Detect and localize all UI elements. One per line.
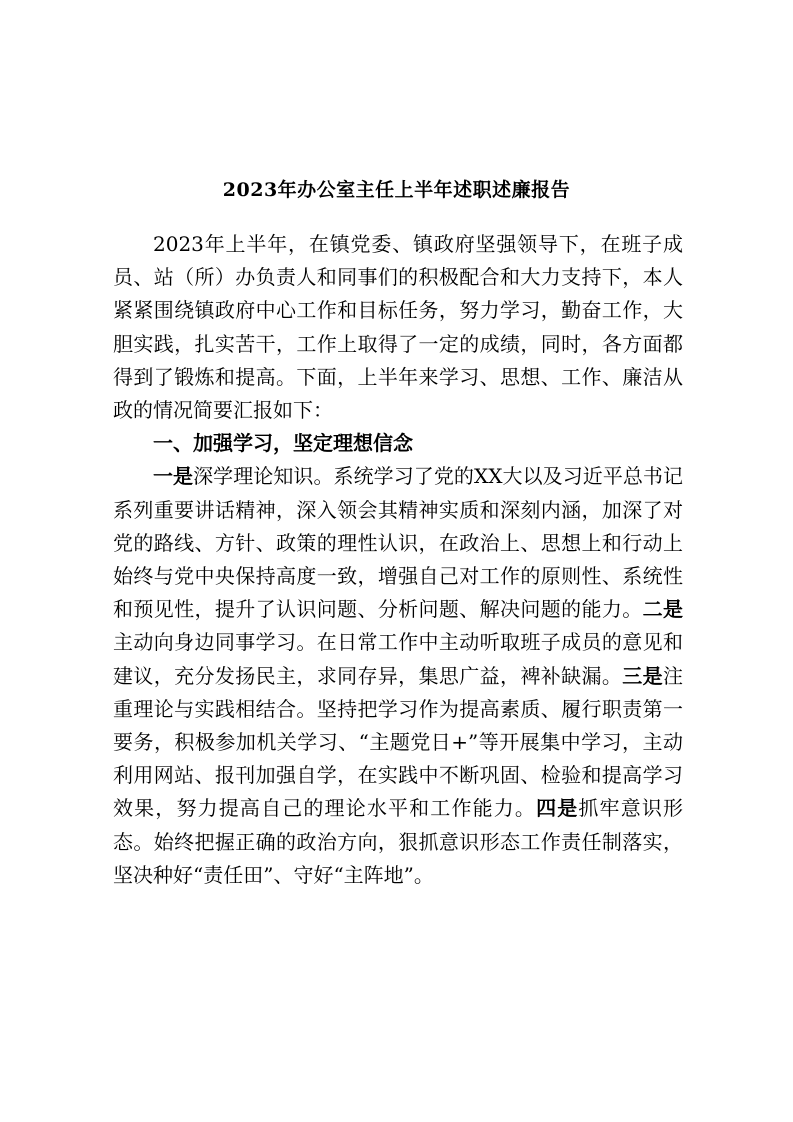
point-lead-1: 一是	[153, 464, 194, 489]
point-lead-2: 二是	[642, 597, 684, 622]
point-lead-3: 三是	[622, 663, 664, 688]
section-paragraph	[113, 460, 683, 892]
point-text-4: 抓牢意识形态。始终把握正确的政治方向，狠抓意识形态工作责任制落实，坚决种好“责任田”、守好“主阵地”。	[113, 796, 684, 887]
intro-paragraph: 2023年上半年，在镇党委、镇政府坚强领导下，在班子成员、站（所）办负责人和同事们的积极配合和大力支持下，本人紧紧围绕镇政府中心工作和目标任务，努力学习，勤奋工作，大胆实践，扎实苦干，工作上取得了一定的成绩，同时，各方面都得到了锻炼和提高。下面，上半年来学习、思想、工作、廉洁从政的情况简要汇报如下：	[113, 232, 683, 423]
document-title: 2023年办公室主任上半年述职述廉报告	[222, 179, 571, 201]
point-text-1: 深学理论知识。系统学习了党的XX大以及习近平总书记系列重要讲话精神，深入领会其精神实质和深刻内涵，加深了对党的路线、方针、政策的理性认识，在政治上、思想上和行动上始终与党中央保持高度一致，增强自己对工作的原则性、系统性和预见性，提升了认识问题、分析问题、解决问题的能力。	[113, 464, 683, 622]
point-text-3: 注重理论与实践相结合。坚持把学习作为提高素质、履行职责第一要务，积极参加机关学习、“主题党日+”等开展集中学习，主动利用网站、报刊加强自学，在实践中不断巩固、检验和提高学习效果，努力提高自己的理论水平和工作能力。	[113, 663, 684, 821]
document-body	[113, 228, 683, 892]
point-lead-4: 四是	[536, 796, 579, 821]
section-heading: 一、加强学习，坚定理想信念	[153, 431, 413, 456]
point-text-2: 主动向身边同事学习。在日常工作中主动听取班子成员的意见和建议，充分发扬民主，求同存异，集思广益，裨补缺漏。	[113, 630, 683, 688]
